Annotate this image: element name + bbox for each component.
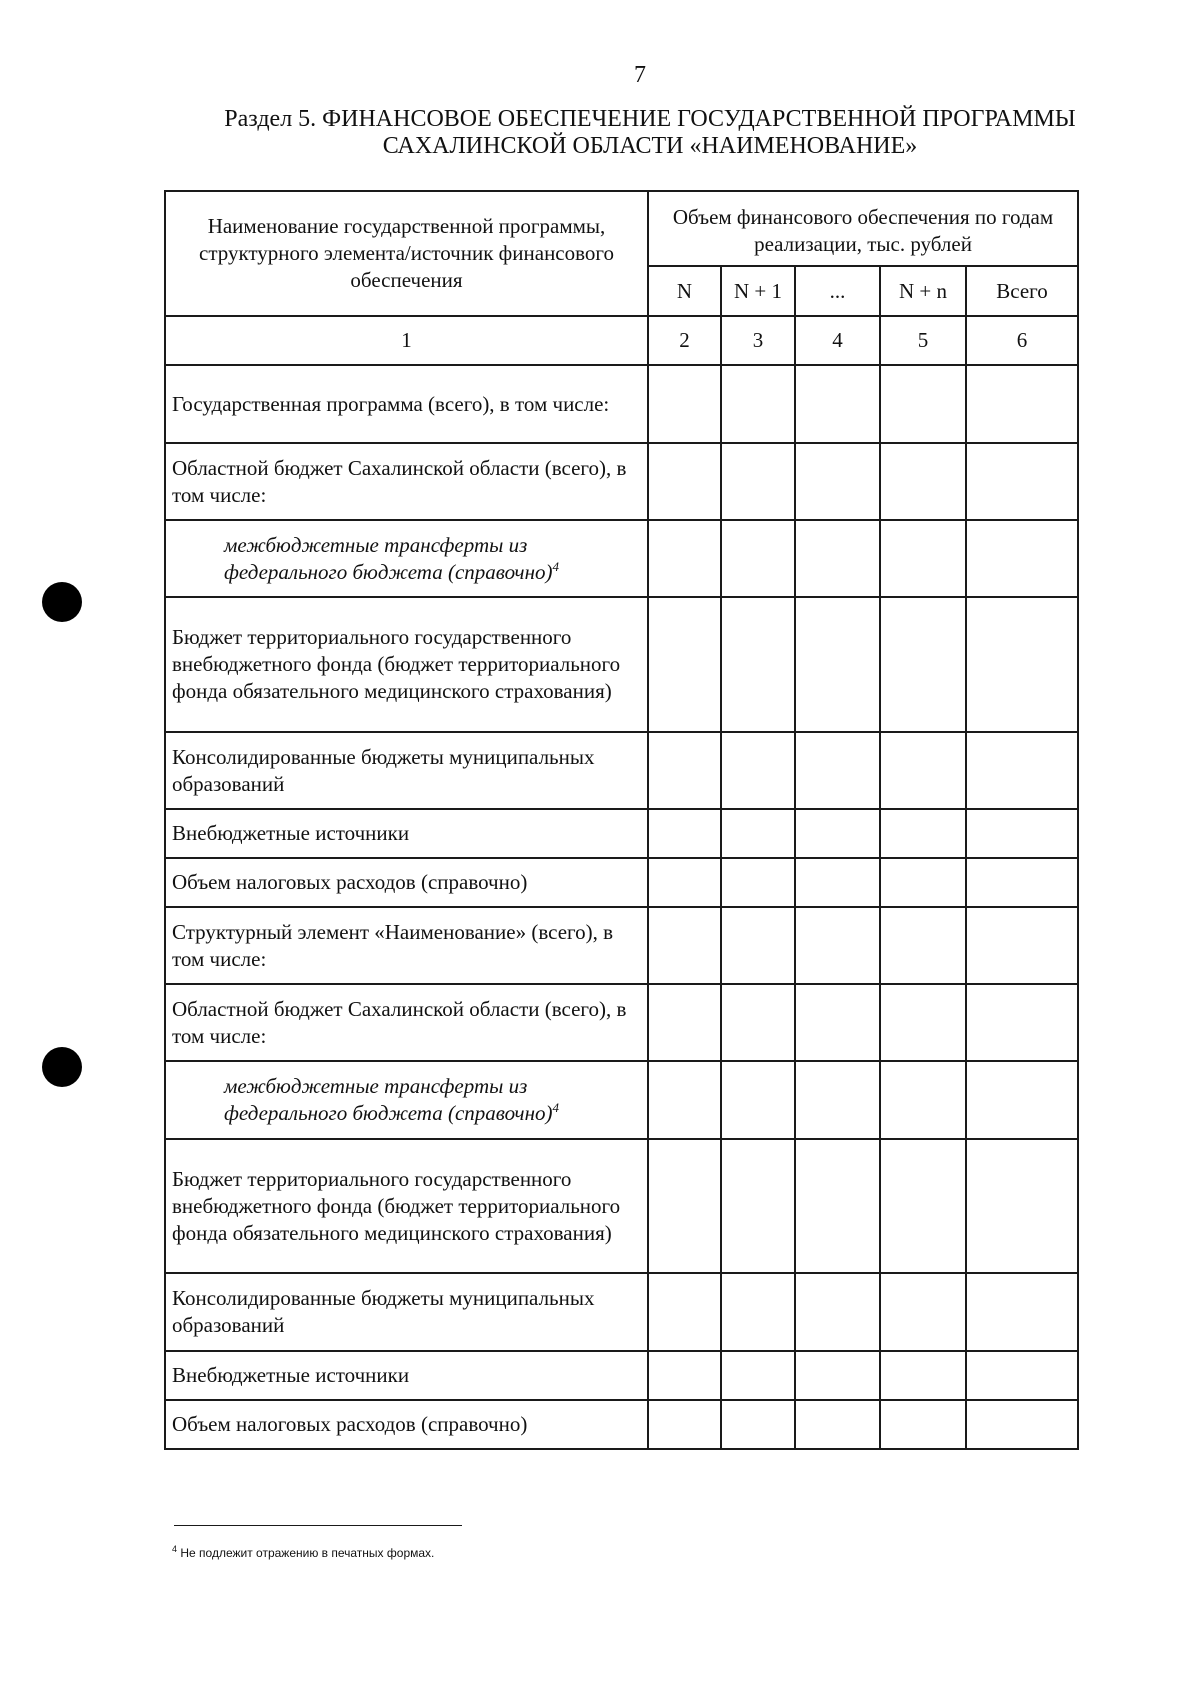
value-cell: [648, 732, 721, 809]
footnote-divider: [174, 1525, 462, 1526]
value-cell: [966, 1351, 1078, 1400]
row-label-text: Внебюджетные источники: [172, 1363, 410, 1387]
value-cell: [966, 1273, 1078, 1351]
row-label-text: Областной бюджет Сахалинской области (всего), в том числе:: [172, 455, 627, 507]
row-label-text: Структурный элемент «Наименование» (всего), в том числе:: [172, 919, 614, 971]
value-cell: [795, 1400, 880, 1449]
value-cell: [721, 809, 795, 858]
value-cell: [880, 809, 966, 858]
footnote-text: Не подлежит отражению в печатных формах.: [180, 1546, 435, 1560]
row-label-text: Областной бюджет Сахалинской области (всего), в том числе:: [172, 996, 627, 1048]
row-label: [165, 1061, 648, 1139]
value-cell: [880, 520, 966, 597]
value-cell: [648, 907, 721, 984]
value-cell: [880, 732, 966, 809]
value-cell: [880, 1351, 966, 1400]
value-cell: [795, 858, 880, 907]
footnote-marker: 4: [552, 558, 559, 574]
table-row: [165, 907, 1078, 984]
value-cell: [795, 443, 880, 520]
value-cell: [721, 520, 795, 597]
value-cell: [648, 1139, 721, 1273]
value-cell: [795, 1351, 880, 1400]
table-row: [165, 1139, 1078, 1273]
row-label: [165, 1139, 648, 1273]
table-row: [165, 443, 1078, 520]
value-cell: [795, 597, 880, 732]
value-cell: [880, 858, 966, 907]
value-cell: [648, 597, 721, 732]
value-cell: [795, 809, 880, 858]
row-label: [165, 984, 648, 1061]
value-cell: [880, 443, 966, 520]
value-cell: [795, 520, 880, 597]
page-number: 7: [634, 62, 646, 88]
value-cell: [721, 1400, 795, 1449]
row-label: [165, 443, 648, 520]
row-label-text: Объем налоговых расходов (справочно): [172, 1412, 528, 1436]
column-number: 3: [721, 316, 795, 365]
column-number-row: [165, 316, 1078, 365]
value-cell: [795, 365, 880, 443]
table-row: [165, 984, 1078, 1061]
row-label: [165, 907, 648, 984]
value-cell: [648, 858, 721, 907]
table-row: [165, 1400, 1078, 1449]
table-row: [165, 1061, 1078, 1139]
value-cell: [880, 984, 966, 1061]
row-label: [165, 597, 648, 732]
value-cell: [880, 365, 966, 443]
row-label-text: Бюджет территориального государственного внебюджетного фонда (бюджет территориального фонда обязательного медицинского страхования): [172, 625, 621, 703]
footnote-marker: 4: [552, 1100, 559, 1115]
row-label-text: межбюджетные трансферты из федерального бюджета (справочно): [224, 532, 553, 584]
row-label-text: Консолидированные бюджеты муниципальных образований: [172, 744, 595, 796]
table-row: [165, 597, 1078, 732]
value-cell: [966, 597, 1078, 732]
value-cell: [648, 984, 721, 1061]
column-number: 1: [165, 316, 648, 365]
row-label-text: Объем налоговых расходов (справочно): [172, 870, 528, 894]
footnote-marker: 4: [172, 1544, 178, 1554]
value-cell: [721, 1273, 795, 1351]
value-cell: [795, 907, 880, 984]
column-number: 2: [648, 316, 721, 365]
value-cell: [648, 1351, 721, 1400]
header-name-cell: Наименование государственной программы, структурного элемента/источник финансового обеспечения: [165, 191, 648, 316]
value-cell: [966, 809, 1078, 858]
title-line-1: Раздел 5. ФИНАНСОВОЕ ОБЕСПЕЧЕНИЕ ГОСУДАРСТВЕННОЙ ПРОГРАММЫ: [224, 106, 1076, 132]
value-cell: [966, 443, 1078, 520]
value-cell: [966, 907, 1078, 984]
financing-table: [164, 190, 1079, 1450]
punch-hole-mark: [42, 582, 82, 622]
value-cell: [721, 1061, 795, 1139]
value-cell: [966, 1061, 1078, 1139]
value-cell: [966, 732, 1078, 809]
year-col-n-plus-n: N + n: [880, 266, 966, 316]
row-label-text: межбюджетные трансферты из федерального бюджета (справочно): [224, 1074, 553, 1125]
row-label: [165, 1400, 648, 1449]
footnote: [172, 1546, 434, 1560]
value-cell: [795, 1273, 880, 1351]
row-label: [165, 520, 648, 597]
row-label-text: Бюджет территориального государственного внебюджетного фонда (бюджет территориального фонда обязательного медицинского страхования): [172, 1166, 621, 1245]
header-volume-cell: Объем финансового обеспечения по годам реализации, тыс. рублей: [648, 191, 1078, 266]
value-cell: [721, 597, 795, 732]
value-cell: [648, 443, 721, 520]
row-label-text: Государственная программа (всего), в том числе:: [172, 391, 610, 416]
column-number: 5: [880, 316, 966, 365]
value-cell: [880, 1400, 966, 1449]
value-cell: [880, 1061, 966, 1139]
value-cell: [648, 1273, 721, 1351]
row-label-text: Внебюджетные источники: [172, 821, 410, 845]
value-cell: [721, 858, 795, 907]
title-line-2: САХАЛИНСКОЙ ОБЛАСТИ «НАИМЕНОВАНИЕ»: [382, 133, 918, 159]
value-cell: [648, 809, 721, 858]
value-cell: [966, 984, 1078, 1061]
year-col-n: N: [648, 266, 721, 316]
row-label: [165, 365, 648, 443]
row-label-text: Консолидированные бюджеты муниципальных образований: [172, 1286, 595, 1337]
value-cell: [721, 907, 795, 984]
value-cell: [721, 365, 795, 443]
table-row: [165, 1273, 1078, 1351]
table-row: [165, 520, 1078, 597]
value-cell: [880, 1273, 966, 1351]
year-col-total: Всего: [966, 266, 1078, 316]
value-cell: [966, 1139, 1078, 1273]
row-label: [165, 732, 648, 809]
value-cell: [966, 1400, 1078, 1449]
section-title: [170, 106, 1130, 160]
value-cell: [966, 858, 1078, 907]
value-cell: [880, 1139, 966, 1273]
value-cell: [721, 1139, 795, 1273]
year-col-n-plus-1: N + 1: [721, 266, 795, 316]
value-cell: [721, 1351, 795, 1400]
row-label: [165, 809, 648, 858]
value-cell: [648, 1061, 721, 1139]
table-row: [165, 858, 1078, 907]
year-col-ellipsis: ...: [795, 266, 880, 316]
column-number: 4: [795, 316, 880, 365]
value-cell: [966, 365, 1078, 443]
row-label: [165, 1273, 648, 1351]
value-cell: [721, 443, 795, 520]
value-cell: [966, 520, 1078, 597]
value-cell: [880, 597, 966, 732]
table-row: [165, 809, 1078, 858]
row-label: [165, 1351, 648, 1400]
value-cell: [648, 520, 721, 597]
value-cell: [795, 732, 880, 809]
column-number: 6: [966, 316, 1078, 365]
table-row: [165, 1351, 1078, 1400]
table-row: [165, 732, 1078, 809]
value-cell: [795, 1061, 880, 1139]
value-cell: [648, 365, 721, 443]
value-cell: [795, 1139, 880, 1273]
punch-hole-mark: [42, 1047, 82, 1087]
value-cell: [880, 907, 966, 984]
value-cell: [721, 732, 795, 809]
value-cell: [795, 984, 880, 1061]
value-cell: [648, 1400, 721, 1449]
row-label: [165, 858, 648, 907]
value-cell: [721, 984, 795, 1061]
table-row: [165, 365, 1078, 443]
